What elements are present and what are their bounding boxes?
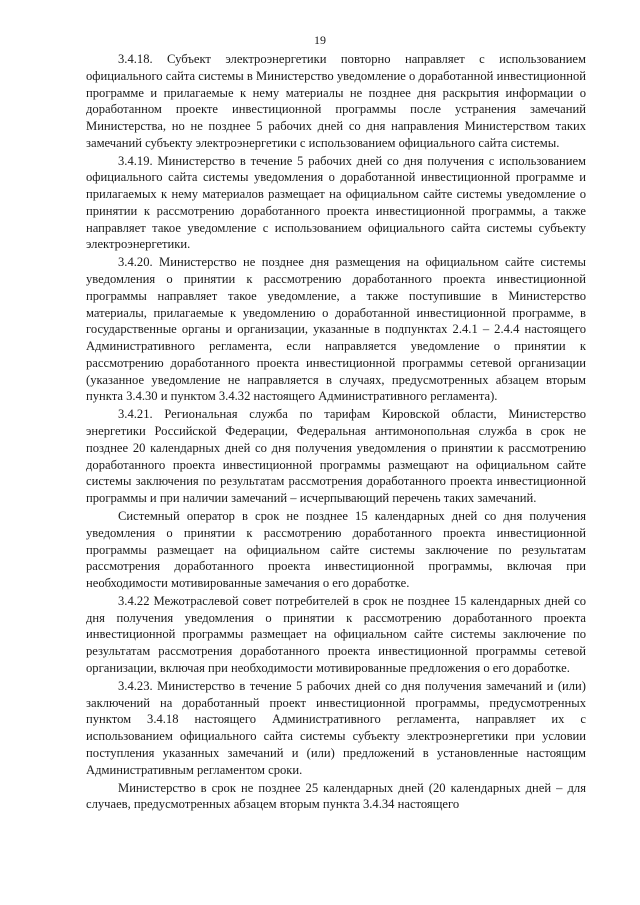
paragraph-3-4-23: 3.4.23. Министерство в течение 5 рабочих дней со дня получения замечаний и (или) заключений на доработанный проект инвестиционной программы, предусмотренных пунктом 3.4.18 настоящего Административного регламента, направляет их с использованием официального сайта системы субъекту электроэнергетики при условии поступления указанных замечаний и (или) предложений в установленные настоящим Административным регламентом сроки. (86, 678, 586, 777)
paragraph-3-4-19: 3.4.19. Министерство в течение 5 рабочих дней со дня получения с использованием официального сайта системы уведомления о доработанной инвестиционной программе и прилагаемых к нему материалов размещает на официальном сайте системы уведомление о принятии к рассмотрению доработанного проекта инвестиционной программы, а также направляет такое уведомление с использованием официального сайта системы субъекту электроэнергетики. (86, 153, 586, 252)
paragraph-system-operator: Системный оператор в срок не позднее 15 календарных дней со дня получения уведомления о принятии к рассмотрению доработанного проекта инвестиционной программы размещает на официальном сайте системы заключение по результатам рассмотрения доработанного проекта инвестиционной программы, включая при необходимости мотивированные замечания о его доработке. (86, 509, 586, 590)
paragraph-3-4-21: 3.4.21. Региональная служба по тарифам Кировской области, Министерство энергетики Российской Федерации, Федеральная антимонопольная служба в срок не позднее 20 календарных дней со дня получения уведомления о принятии к рассмотрению доработанного проекта инвестиционной программы размещают на официальном сайте системы заключения по результатам рассмотрения доработанного проекта инвестиционной программы и при наличии замечаний – исчерпывающий перечень таких замечаний. (86, 407, 586, 506)
document-body (86, 51, 586, 813)
paragraph-3-4-22: 3.4.22 Межотраслевой совет потребителей в срок не позднее 15 календарных дней со дня получения уведомления о принятии к рассмотрению доработанного проекта инвестиционной программы размещает на официальном сайте системы заключение по результатам рассмотрения доработанного проекта инвестиционной программы сетевой организации, включая при необходимости мотивированные предложения о его доработке. (86, 593, 586, 675)
paragraph-3-4-18: 3.4.18. Субъект электроэнергетики повторно направляет с использованием официального сайта системы в Министерство уведомление о доработанной инвестиционной программе и прилагаемые к нему материалы не позднее дня раскрытия информации о доработанном проекте инвестиционной программы после устранения замечаний Министерства, но не позднее 5 рабочих дней со дня направления Министерством таких замечаний субъекту электроэнергетики с использованием официального сайта системы. (86, 52, 586, 150)
page-number: 19 (314, 33, 326, 47)
paragraph-ministry-deadline: Министерство в срок не позднее 25 календарных дней (20 календарных дней – для случаев, предусмотренных абзацем вторым пункта 3.4.34 настоящего (86, 780, 586, 812)
paragraph-3-4-20: 3.4.20. Министерство не позднее дня размещения на официальном сайте системы уведомления о принятии к рассмотрению доработанного проекта инвестиционной программы направляет такое уведомление, а также поступившие в Министерство материалы, прилагаемые к уведомлению о доработанной инвестиционной программе, в государственные органы и организации, указанные в подпунктах 2.4.1 – 2.4.4 настоящего Административного регламента, если направляется уведомление о принятии к рассмотрению доработанного проекта инвестиционной программы сетевой организации (указанное уведомление не направляется в случаях, предусмотренных абзацем вторым пункта 3.4.30 и пунктом 3.4.32 настоящего Административного регламента). (86, 255, 586, 404)
